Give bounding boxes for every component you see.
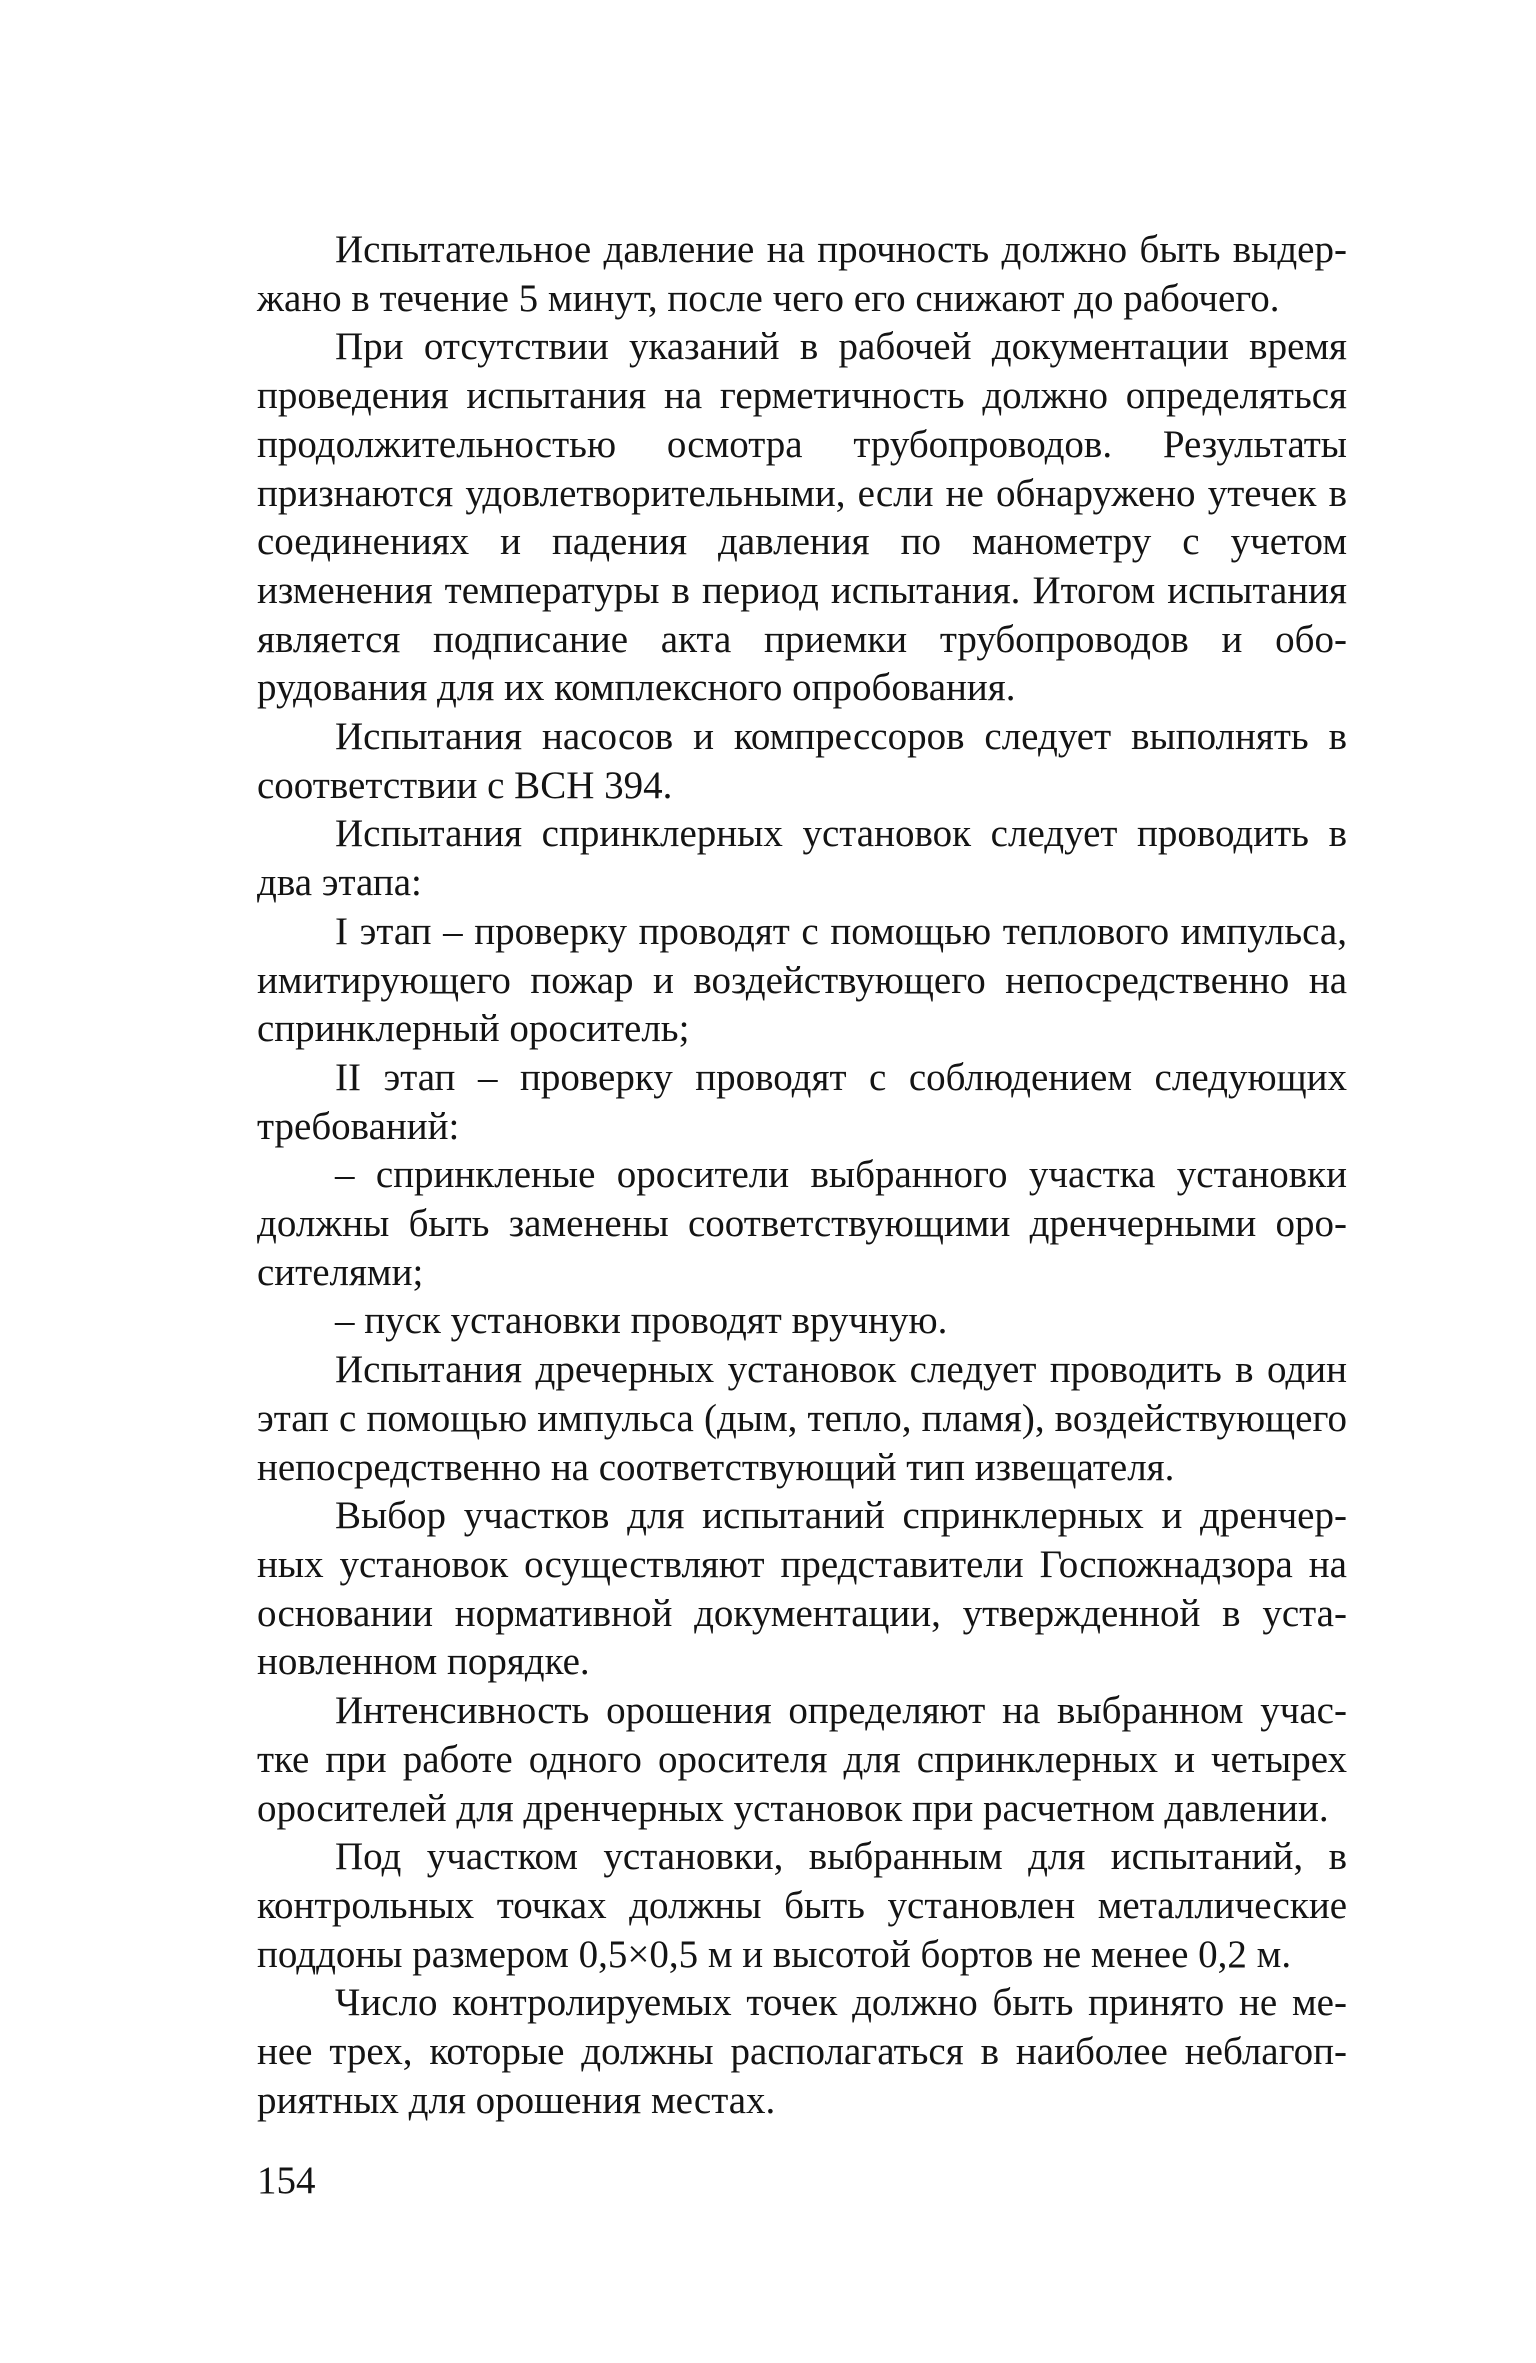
paragraph: Испытания дречерных установок следует проводить в один этап с помощью импульса (дым, тепло, пламя), воздействующего непосредственно на соответствующий тип извещателя. [257,1348,1347,1489]
paragraph: II этап – проверку проводят с соблюдением следующих требований: [257,1055,1347,1148]
paragraph: При отсутствии указаний в рабочей документации время проведения испытания на герметичность должно определяться продолжительностью осмотра трубопроводов. Результаты признаются удовлетворительными, если не обнаружено утечек в соединениях и падения давления по манометру с учетом изменения температуры в период испытания. Итогом испытания является подписание акта приемки трубопроводов и оборудования для их комплексного опробования. [257,325,1347,710]
paragraph: Число контролируемых точек должно быть принято не менее трех, которые должны располагаться в наиболее неблагоприятных для орошения местах. [257,1981,1347,2122]
paragraph: Испытания спринклерных установок следует проводить в два этапа: [257,812,1347,905]
paragraph: Испытательное давление на прочность должно быть выдержано в течение 5 минут, после чего его снижают до рабочего. [257,228,1347,320]
paragraph: Выбор участков для испытаний спринклерных и дренчерных установок осуществляют представители Госпожнадзора на основании нормативной документации, утвержденной в установленном порядке. [257,1494,1347,1684]
paragraph: – пуск установки проводят вручную. [335,1299,948,1343]
paragraph: – спринкленые оросители выбранного участка установки должны быть заменены соответствующими дренчерными оросителями; [257,1153,1347,1294]
paragraph: I этап – проверку проводят с помощью теплового импульса, имитирующего пожар и воздействующего непосредственно на спринклерный ороситель; [257,909,1347,1051]
paragraph: Интенсивность орошения определяют на выбранном участке при работе одного оросителя для спринклерных и четырех оросителей для дренчерных установок при расчетном давлении. [257,1689,1347,1830]
paragraph: Испытания насосов и компрессоров следует выполнять в соответствии с ВСН 394. [257,715,1347,807]
page-number: 154 [257,2159,316,2202]
body-text [257,226,1347,2125]
paragraph: Под участком установки, выбранным для испытаний, в контрольных точках должны быть установлен металлические поддоны размером 0,5×0,5 м и высотой бортов не менее 0,2 м. [257,1835,1347,1976]
